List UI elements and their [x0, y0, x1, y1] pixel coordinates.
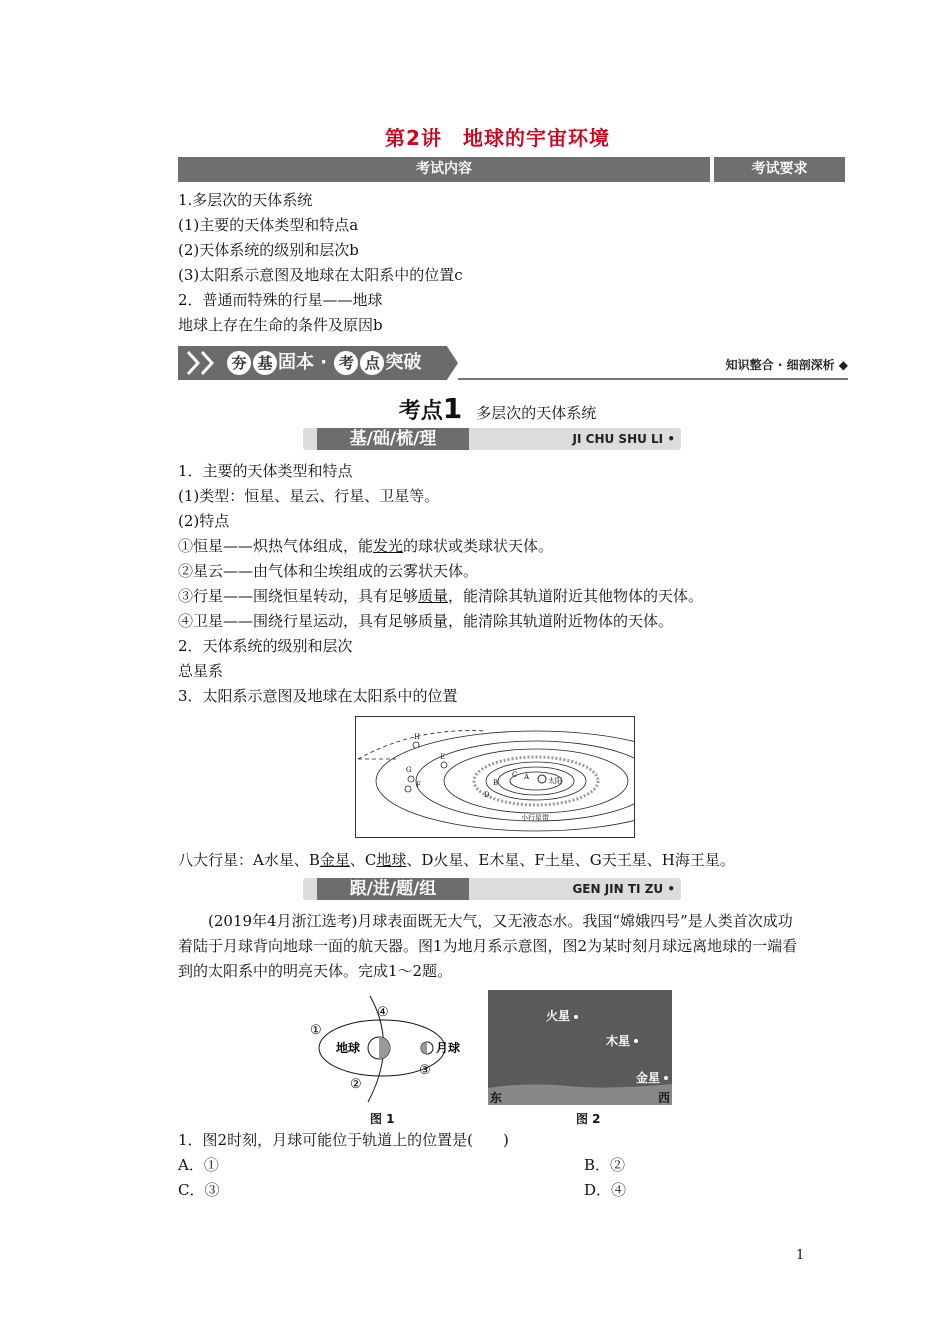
option-d: D．④ — [584, 1181, 627, 1199]
fig1-mark: ② — [350, 1077, 362, 1092]
fig1-mark: ④ — [377, 1005, 389, 1020]
night-sky-photo — [488, 990, 672, 1105]
question-stem: 1．图2时刻，月球可能位于轨道上的位置是( ) — [178, 1131, 509, 1149]
fig1-caption: 图 1 — [370, 1112, 395, 1126]
exam-content-line: 地球上存在生命的条件及原因b — [178, 316, 383, 334]
planet-letter: G — [406, 766, 412, 774]
solar-system-diagram — [355, 716, 635, 838]
page-title: 第2讲 地球的宇宙环境 — [385, 126, 610, 150]
section-banner — [178, 346, 848, 380]
planet-letter: A — [524, 773, 530, 781]
solar-sun-label: 太阳 — [548, 777, 562, 785]
body-line: 2．天体系统的级别和层次 — [178, 637, 353, 655]
body-line: ②星云——由气体和尘埃组成的云雾状天体。 — [178, 562, 479, 580]
exam-content-line: (3)太阳系示意图及地球在太阳系中的位置c — [178, 266, 463, 284]
option-c: C．③ — [178, 1181, 220, 1199]
pill-label: 跟/进/题/组 — [317, 878, 469, 900]
section-label: 考点 — [398, 399, 443, 424]
section-number: 1 — [442, 392, 463, 425]
pill-label: 基/础/梳/理 — [317, 428, 469, 450]
planet-letter: E — [440, 753, 446, 761]
planet-letter: C — [512, 771, 518, 779]
body-line: 1．主要的天体类型和特点 — [178, 462, 353, 480]
body-line: ④卫星——围绕行星运动，具有足够质量，能清除其轨道附近物体的天体。 — [178, 612, 674, 630]
banner-circle-char: 考 — [334, 351, 358, 375]
solar-belt-label: 小行星带 — [521, 814, 549, 822]
exam-content-line: 1.多层次的天体系统 — [178, 191, 313, 209]
banner-text: 突破 — [385, 352, 422, 373]
exam-content-line: (1)主要的天体类型和特点a — [178, 216, 359, 234]
table-header-requirement: 考试要求 — [714, 157, 845, 182]
solar-system-svg — [356, 717, 634, 837]
planet-letter: B — [493, 779, 499, 787]
page-number: 1 — [796, 1248, 805, 1263]
fig2-east-label: 东 — [490, 1091, 503, 1105]
section-name: 多层次的天体系统 — [476, 404, 597, 422]
option-a: A．① — [178, 1156, 219, 1174]
night-sky-svg — [488, 990, 672, 1105]
fig1-moon-label: 月球 — [436, 1041, 461, 1055]
body-line: (1)类型：恒星、星云、行星、卫星等。 — [178, 487, 440, 505]
chevron-right-icon — [186, 350, 200, 376]
body-line: 3．太阳系示意图及地球在太阳系中的位置 — [178, 687, 458, 705]
fig2-mars-label: 火星 — [546, 1009, 571, 1023]
planet-letter: H — [414, 733, 421, 741]
body-line: ①恒星——炽热气体组成，能发光的球状或类球状天体。 — [178, 537, 554, 555]
chevron-right-icon — [200, 350, 214, 376]
section-heading — [0, 392, 950, 425]
earth-moon-figure — [300, 996, 470, 1104]
fig1-earth-label: 地球 — [336, 1041, 361, 1055]
fig1-mark: ① — [310, 1023, 322, 1038]
banner-text: 固本 · — [278, 352, 334, 373]
exam-content-line: 2．普通而特殊的行星——地球 — [178, 291, 383, 309]
planet-letter: F — [416, 781, 421, 789]
sun-icon — [538, 775, 546, 783]
banner-subtitle: 知识整合 · 细剖深析 ◆ — [725, 358, 848, 372]
fig2-venus-label: 金星 — [636, 1071, 661, 1085]
pill-pinyin: GEN JIN TI ZU • — [572, 882, 675, 896]
fig2-caption: 图 2 — [576, 1112, 601, 1126]
exam-content-line: (2)天体系统的级别和层次b — [178, 241, 359, 259]
fig2-west-label: 西 — [658, 1091, 671, 1105]
fig2-jupiter-label: 木星 — [606, 1034, 631, 1048]
banner-circle-char: 点 — [360, 351, 384, 375]
subsection-pill — [303, 878, 681, 900]
planet-letter: D — [484, 791, 490, 799]
body-line: (2)特点 — [178, 512, 230, 530]
question-intro: (2019年4月浙江选考)月球表面既无大气，又无液态水。我国“嫦娥四号”是人类首次成功着陆于月球背向地球一面的航天器。图1为地月系示意图，图2为某时刻月球远离地球的一端看到的太阳系中的明亮天体。完成1～2题。 — [178, 912, 798, 980]
option-b: B．② — [584, 1156, 626, 1174]
fig1-mark: ③ — [419, 1063, 431, 1078]
banner-circle-char: 夯 — [227, 351, 251, 375]
table-header-content: 考试内容 — [178, 157, 710, 182]
body-line: 总星系 — [178, 662, 224, 680]
pill-pinyin: JI CHU SHU LI • — [572, 432, 675, 446]
banner-title — [226, 349, 421, 377]
body-line: ③行星——围绕恒星转动，具有足够质量，能清除其轨道附近其他物体的天体。 — [178, 587, 704, 605]
banner-circle-char: 基 — [253, 351, 277, 375]
subsection-pill — [303, 428, 681, 450]
planets-line: 八大行星：A水星、B金星、C地球、D火星、E木星、F土星、G天王星、H海王星。 — [178, 851, 735, 869]
banner-rule — [458, 378, 848, 380]
earth-moon-svg — [300, 996, 470, 1104]
